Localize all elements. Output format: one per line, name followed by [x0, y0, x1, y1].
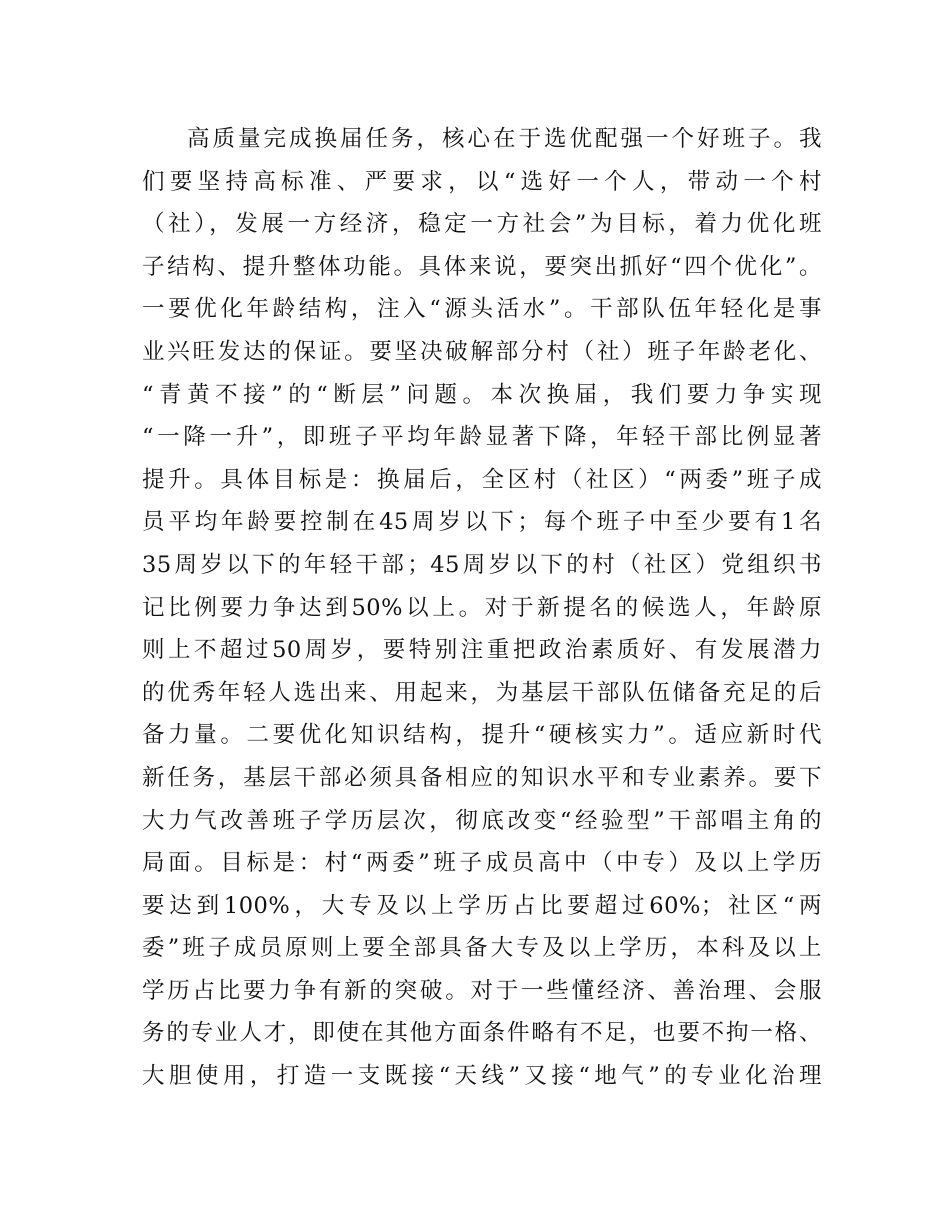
text-line: 的优秀年轻人选出来、用起来，为基层干部队伍储备充足的后 [142, 679, 822, 706]
text-line: 新任务，基层干部必须具备相应的知识水平和专业素养。要下 [142, 764, 822, 791]
text-line: 备力量。二要优化知识结构，提升“硬核实力”。适应新时代 [142, 722, 822, 749]
text-line: 则上不超过50周岁，要特别注重把政治素质好、有发展潜力 [142, 637, 822, 664]
text-line: 委”班子成员原则上要全部具备大专及以上学历，本科及以上 [142, 935, 822, 962]
text-line: “青黄不接”的“断层”问题。本次换届，我们要力争实现 [142, 381, 822, 408]
text-line: 学历占比要力争有新的突破。对于一些懂经济、善治理、会服 [142, 977, 822, 1004]
text-line: 员平均年龄要控制在45周岁以下；每个班子中至少要有1名 [142, 509, 822, 536]
text-line: 业兴旺发达的保证。要坚决破解部分村（社）班子年龄老化、 [142, 338, 822, 365]
text-line: （社），发展一方经济，稳定一方社会”为目标，着力优化班 [142, 211, 822, 238]
text-line: 提升。具体目标是：换届后，全区村（社区）“两委”班子成 [142, 466, 822, 493]
body-paragraph [142, 118, 822, 1098]
text-line: 局面。目标是：村“两委”班子成员高中（中专）及以上学历 [142, 850, 822, 877]
text-line: 要达到100%，大专及以上学历占比要超过60%；社区“两 [142, 892, 822, 919]
text-line: “一降一升”，即班子平均年龄显著下降，年轻干部比例显著 [142, 424, 822, 451]
text-line: 35周岁以下的年轻干部；45周岁以下的村（社区）党组织书 [142, 551, 822, 578]
text-line: 们要坚持高标准、严要求，以“选好一个人，带动一个村 [142, 168, 822, 195]
text-line: 务的专业人才，即使在其他方面条件略有不足，也要不拘一格、 [142, 1020, 822, 1047]
text-line: 子结构、提升整体功能。具体来说，要突出抓好“四个优化”。 [142, 253, 822, 280]
text-line: 大力气改善班子学历层次，彻底改变“经验型”干部唱主角的 [142, 807, 822, 834]
text-line: 一要优化年龄结构，注入“源头活水”。干部队伍年轻化是事 [142, 296, 822, 323]
text-line: 高质量完成换届任务，核心在于选优配强一个好班子。我 [187, 126, 822, 152]
text-line: 大胆使用，打造一支既接“天线”又接“地气”的专业化治理 [142, 1063, 822, 1090]
text-line: 记比例要力争达到50%以上。对于新提名的候选人，年龄原 [142, 594, 822, 621]
